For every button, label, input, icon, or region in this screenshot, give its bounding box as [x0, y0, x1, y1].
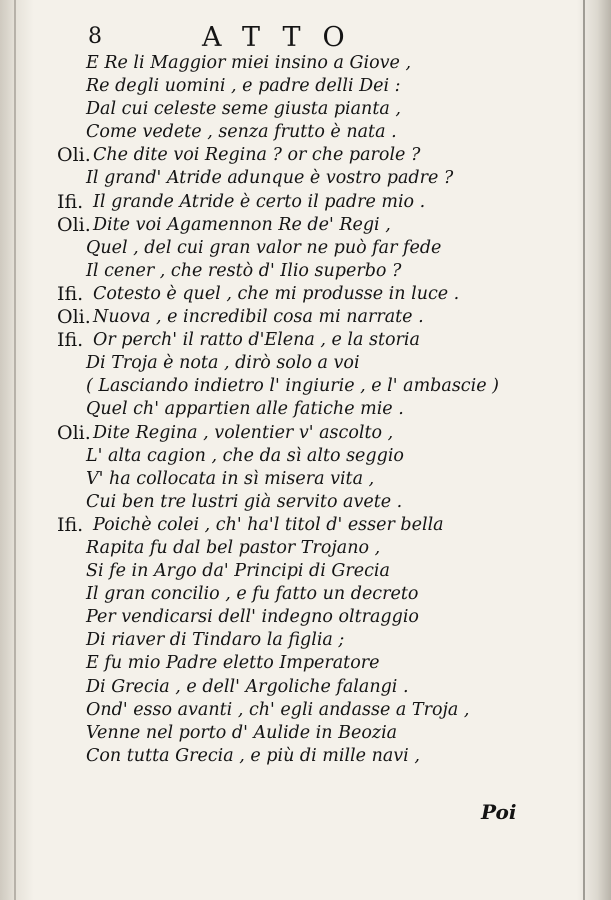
verse-line	[0, 144, 611, 167]
verse-text: Il grand' Atride adunque è vostro padre ?	[86, 168, 454, 189]
speaker-label: Oli.	[57, 213, 91, 236]
speaker-label: Ifi.	[57, 190, 84, 213]
verse-text: Re degli uomini , e padre delli Dei :	[86, 76, 401, 97]
verse-line	[0, 329, 611, 352]
verse-text: Quel , del cui gran valor ne può far fede	[86, 237, 442, 258]
verse-line	[0, 537, 611, 560]
verse-line	[0, 237, 611, 260]
speaker-label: Oli.	[57, 144, 91, 167]
verse-line	[0, 121, 611, 144]
verse-text: Quel ch' appartien alle fatiche mie .	[86, 399, 404, 420]
verse-text: Per vendicarsi dell' indegno oltraggio	[86, 607, 419, 628]
verse-line	[0, 422, 611, 445]
verse-line	[0, 445, 611, 468]
verse-text: Venne nel porto d' Aulide in Beozia	[86, 722, 398, 743]
verse-line	[0, 606, 611, 629]
verse-text-block	[0, 52, 611, 768]
speaker-label: Oli.	[57, 306, 91, 329]
verse-line	[0, 52, 611, 75]
verse-line	[0, 745, 611, 768]
verse-line	[0, 583, 611, 606]
speaker-label: Oli.	[57, 421, 91, 444]
verse-text: Il grande Atride è certo il padre mio .	[93, 191, 426, 212]
verse-text: Che dite voi Regina ? or che parole ?	[93, 145, 421, 166]
verse-text: Cotesto è quel , che mi produsse in luce .	[93, 283, 460, 304]
verse-text: Poichè colei , ch' ha'l titol d' esser bella	[93, 514, 444, 535]
verse-text: Cui ben tre lustri già servito avete .	[86, 491, 403, 512]
verse-line	[0, 191, 611, 214]
verse-line	[0, 167, 611, 190]
page-number: 8	[88, 24, 102, 49]
verse-line	[0, 468, 611, 491]
verse-text: ( Lasciando indietro l' ingiurie , e l' ambascie )	[86, 376, 499, 397]
verse-text: Nuova , e incredibil cosa mi narrate .	[93, 307, 424, 328]
speaker-label: Ifi.	[57, 282, 84, 305]
verse-text: Come vedete , senza frutto è nata .	[86, 122, 397, 143]
verse-text: V' ha collocata in sì misera vita ,	[86, 468, 375, 489]
verse-line	[0, 629, 611, 652]
verse-line	[0, 514, 611, 537]
verse-line	[0, 699, 611, 722]
verse-line	[0, 560, 611, 583]
verse-line	[0, 283, 611, 306]
catchword: Poi	[481, 800, 517, 824]
verse-line	[0, 491, 611, 514]
verse-line	[0, 214, 611, 237]
verse-line	[0, 676, 611, 699]
verse-line	[0, 260, 611, 283]
verse-text: Di Grecia , e dell' Argoliche falangi .	[86, 676, 409, 697]
verse-line	[0, 722, 611, 745]
verse-text: L' alta cagion , che da sì alto seggio	[86, 445, 404, 466]
verse-text: Si fe in Argo da' Principi di Grecia	[86, 561, 390, 582]
verse-text: Or perch' il ratto d'Elena , e la storia	[93, 330, 420, 351]
verse-line	[0, 375, 611, 398]
verse-text: E fu mio Padre eletto Imperatore	[86, 653, 380, 674]
verse-line	[0, 398, 611, 421]
verse-line	[0, 652, 611, 675]
verse-line	[0, 75, 611, 98]
verse-text: Con tutta Grecia , e più di mille navi ,	[86, 745, 420, 766]
speaker-label: Ifi.	[57, 513, 84, 536]
speaker-label: Ifi.	[57, 329, 84, 352]
verse-line	[0, 352, 611, 375]
verse-line	[0, 306, 611, 329]
verse-text: Dite Regina , volentier v' ascolto ,	[93, 422, 394, 443]
running-head: ATTO	[202, 22, 367, 53]
verse-text: Rapita fu dal bel pastor Trojano ,	[86, 537, 381, 558]
verse-text: Ond' esso avanti , ch' egli andasse a Troja ,	[86, 699, 470, 720]
verse-text: E Re li Maggior miei insino a Giove ,	[86, 53, 412, 73]
verse-text: Dite voi Agamennon Re de' Regi ,	[93, 214, 391, 235]
verse-text: Di Troja è nota , dirò solo a voi	[86, 353, 360, 374]
verse-line	[0, 98, 611, 121]
verse-text: Il gran concilio , e fu fatto un decreto	[86, 584, 419, 605]
verse-text: Di riaver di Tindaro la figlia ;	[86, 630, 345, 651]
verse-text: Dal cui celeste seme giusta pianta ,	[86, 99, 401, 120]
verse-text: Il cener , che restò d' Ilio superbo ?	[86, 260, 402, 281]
